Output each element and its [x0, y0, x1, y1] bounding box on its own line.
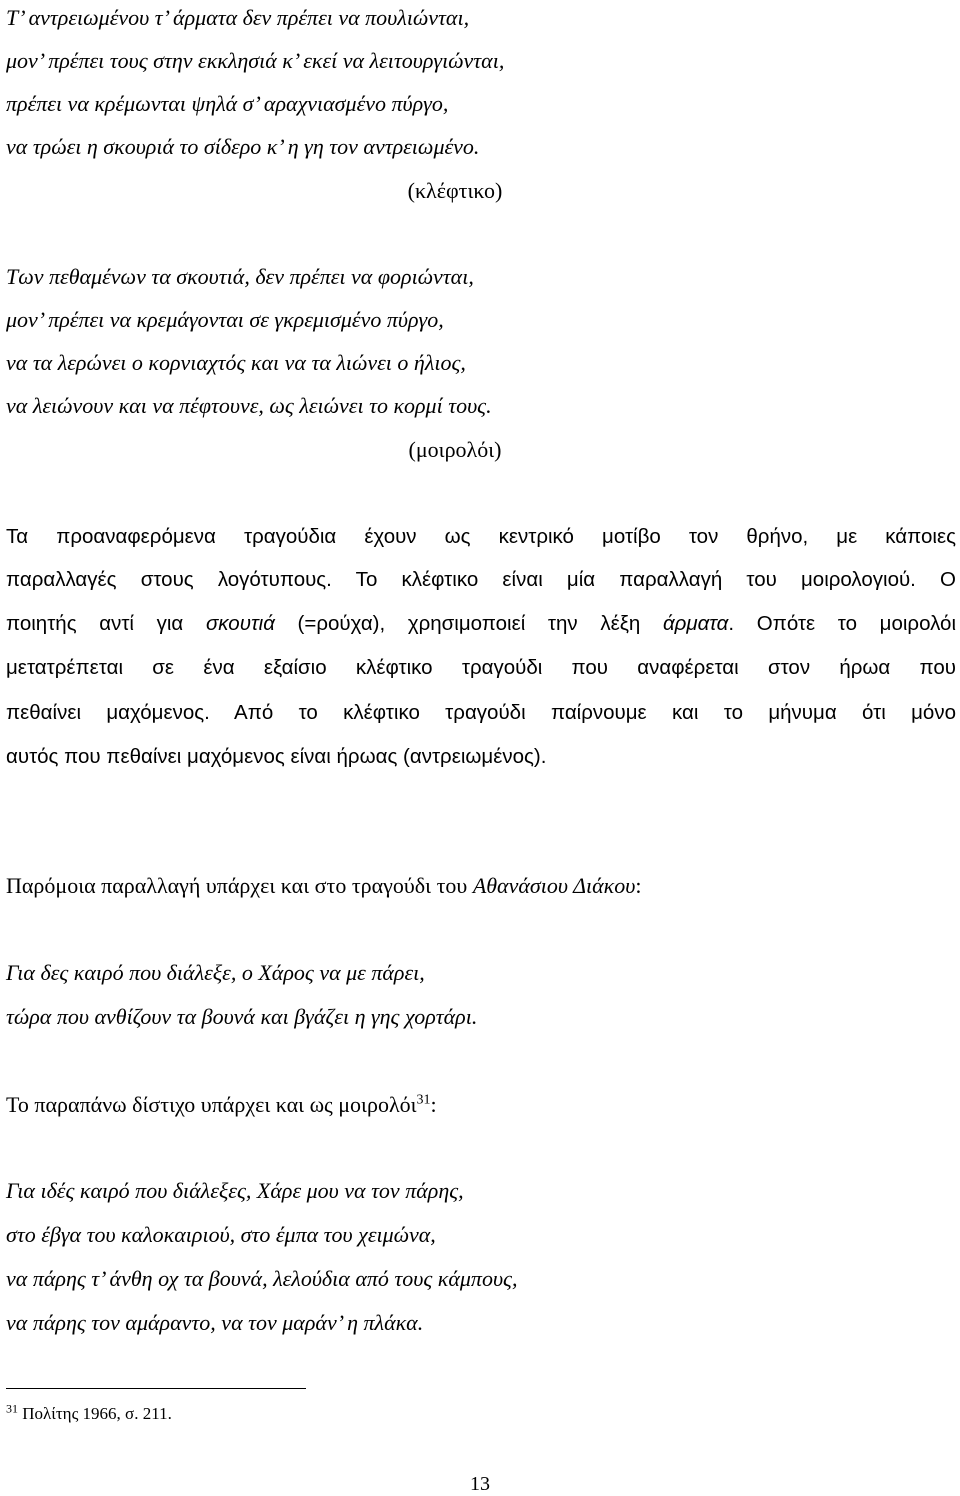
author-name: Αθανάσιου Διάκου — [472, 873, 636, 898]
poem3-line-2: στο έβγα του καλοκαιριού, στο έμπα του χειμώνα, — [6, 1222, 436, 1247]
poem1-line-2: μον’ πρέπει τους στην εκκλησιά κ’ εκεί να λειτουργιώνται, — [6, 48, 505, 73]
paragraph1-line-5: πεθαίνει μαχόμενος. Από το κλέφτικο τραγούδι παίρνουμε και το μήνυμα ότι μόνο — [6, 701, 956, 724]
footnote-separator — [6, 1388, 306, 1389]
paragraph1-text: ποιητής αντί για — [6, 612, 206, 635]
footnote-ref[interactable]: 31 — [416, 1092, 431, 1108]
poem3-line-3: να πάρης τ’ άνθη οχ τα βουνά, λελούδια από τους κάμπους, — [6, 1266, 518, 1291]
footnote — [6, 1403, 172, 1425]
poem2-label: (μοιρολόι) — [408, 437, 502, 462]
couplet1-line-2: τώρα που ανθίζουν τα βουνά και βγάζει η γης χορτάρι. — [6, 1004, 478, 1029]
poem1-line-1: Τ’ αντρειωμένου τ’ άρματα δεν πρέπει να πουλιώνται, — [6, 5, 470, 30]
footnote-text: Πολίτης 1966, σ. 211. — [18, 1404, 172, 1423]
poem1-line-4: να τρώει η σκουριά το σίδερο κ’ η γη τον αντρειωμένο. — [6, 134, 480, 159]
poem3-line-1: Για ιδές καιρό που διάλεξες, Χάρε μου να τον πάρης, — [6, 1178, 464, 1203]
intro2-text: Παρόμοια παραλλαγή υπάρχει και στο τραγούδι του — [6, 873, 473, 898]
paragraph1-text: . Οπότε το μοιρολόι — [728, 612, 956, 635]
page-number: 13 — [470, 1473, 490, 1495]
poem3-line-4: να πάρης τον αμάραντο, να τον μαράν’ η πλάκα. — [6, 1310, 424, 1335]
intro3-colon: : — [430, 1092, 437, 1117]
intro2-colon: : — [635, 873, 642, 898]
term-armata: άρματα — [662, 612, 729, 635]
poem1-label: (κλέφτικο) — [407, 178, 503, 203]
term-skoutia: σκουτιά — [205, 612, 275, 635]
footnote-number: 31 — [6, 1401, 18, 1416]
poem2-line-3: να τα λερώνει ο κορνιαχτός και να τα λιώνει ο ήλιος, — [6, 350, 466, 375]
poem2-line-1: Των πεθαμένων τα σκουτιά, δεν πρέπει να φοριώνται, — [6, 264, 474, 289]
paragraph1-text: (=ρούχα), χρησιμοποιεί την λέξη — [274, 612, 663, 635]
paragraph1-line-3 — [6, 611, 956, 637]
poem1-line-3: πρέπει να κρέμωνται ψηλά σ’ αραχνιασμένο πύργο, — [6, 91, 449, 116]
intro3-line — [6, 1092, 437, 1118]
paragraph1-line-1: Τα προαναφερόμενα τραγούδια έχουν ως κεντρικό μοτίβο τον θρήνο, με κάποιες — [6, 525, 956, 548]
intro2-line — [6, 873, 641, 899]
paragraph1-line-2: παραλλαγές στους λογότυπους. Το κλέφτικο είναι μία παραλλαγή του μοιρολογιού. Ο — [6, 568, 956, 591]
paragraph1-line-4: μετατρέπεται σε ένα εξαίσιο κλέφτικο τραγούδι που αναφέρεται στον ήρωα που — [6, 656, 956, 679]
couplet1-line-1: Για δες καιρό που διάλεξε, ο Χάρος να με πάρει, — [6, 960, 425, 985]
intro3-text: Το παραπάνω δίστιχο υπάρχει και ως μοιρολόι — [6, 1092, 417, 1117]
paragraph1-line-6: αυτός που πεθαίνει μαχόμενος είναι ήρωας (αντρειωμένος). — [6, 745, 547, 768]
poem2-line-4: να λειώνουν και να πέφτουνε, ως λειώνει το κορμί τους. — [6, 393, 492, 418]
poem2-line-2: μον’ πρέπει να κρεμάγονται σε γκρεμισμένο πύργο, — [6, 307, 444, 332]
